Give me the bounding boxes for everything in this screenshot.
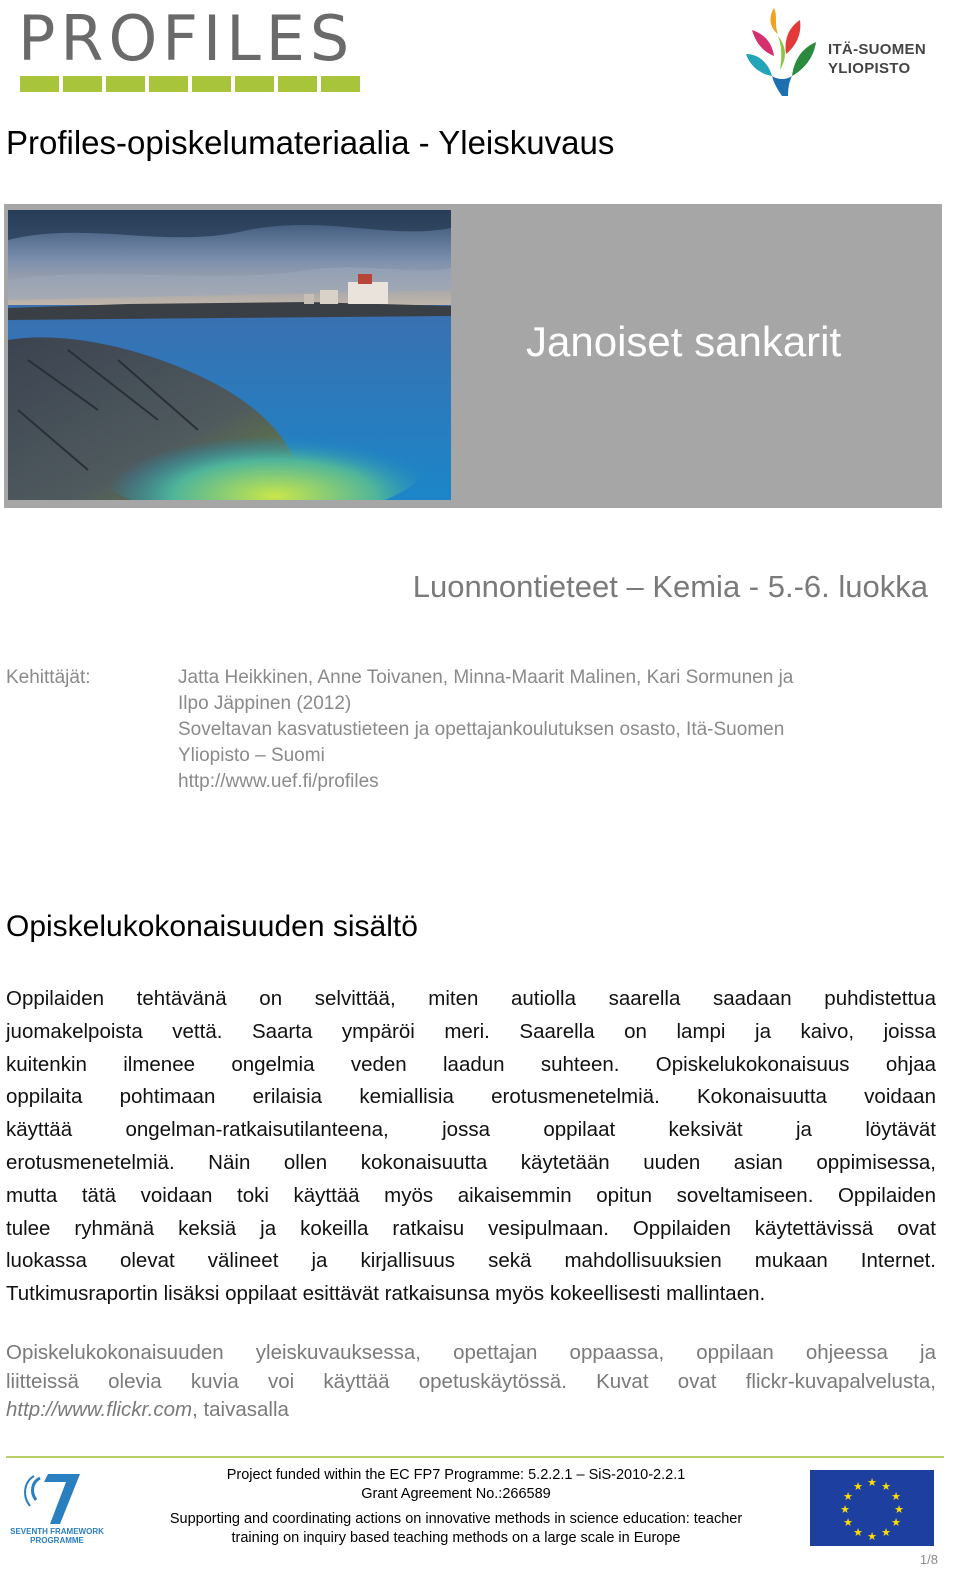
developers-website-link[interactable]: http://www.uef.fi/profiles <box>178 771 379 792</box>
uef-logo-text <box>828 40 926 78</box>
svg-text:★: ★ <box>867 1476 877 1489</box>
section-heading: Opiskelukokonaisuuden sisältö <box>6 910 418 943</box>
svg-text:★: ★ <box>894 1503 904 1516</box>
developers-names-line1: Jatta Heikkinen, Anne Toivanen, Minna-Maarit Malinen, Kari Sormunen ja <box>178 667 794 688</box>
banner-photo-lighthouse-coast <box>8 210 451 500</box>
fp7-logo-line2: PROGRAMME <box>30 1536 84 1545</box>
developers-affiliation-line2: Yliopisto – Suomi <box>178 745 325 766</box>
note-line3 <box>6 1396 936 1425</box>
uef-logo <box>744 6 954 96</box>
body-line: mutta tätä voidaan toki käyttää myös aikaisemmin opitun soveltamiseen. Oppilaiden <box>6 1183 936 1207</box>
note-tail: , taivasalla <box>192 1398 289 1421</box>
body-line: oppilaita pohtimaan erilaisia kemiallisia erotusmenetelmiä. Kokonaisuutta voidaan <box>6 1085 936 1109</box>
svg-text:★: ★ <box>891 1490 901 1503</box>
svg-text:★: ★ <box>881 1526 891 1539</box>
body-line: erotusmenetelmiä. Näin ollen kokonaisuutta käytetään uuden asian oppimisessa, <box>6 1150 936 1174</box>
flickr-link[interactable]: http://www.flickr.com <box>6 1398 193 1421</box>
footer-funding-text <box>120 1466 792 1548</box>
body-line: juomakelpoista vettä. Saarta ympäröi meri. Saarella on lampi ja kaivo, joissa <box>6 1019 936 1043</box>
fp7-logo <box>10 1468 105 1548</box>
profiles-logo <box>18 2 363 92</box>
svg-text:★: ★ <box>867 1530 877 1543</box>
section-body-paragraph <box>6 983 936 1311</box>
developers-affiliation-line1: Soveltavan kasvatustieteen ja opettajankoulutuksen osasto, Itä-Suomen <box>178 719 785 740</box>
body-line: tulee ryhmänä keksiä ja kokeilla ratkaisu vesipulmaan. Oppilaiden käytettävissä ovat <box>6 1216 936 1240</box>
profiles-logo-bars <box>20 76 360 92</box>
body-line: Tutkimusraportin lisäksi oppilaat esittävät ratkaisunsa myös kokeellisesti mallintaen. <box>6 1282 766 1306</box>
fp7-logo-line1: SEVENTH FRAMEWORK <box>10 1527 104 1536</box>
body-line: luokassa olevat välineet ja kirjallisuus sekä mahdollisuuksien mukaan Internet. <box>6 1249 936 1273</box>
note-line1: Opiskelukokonaisuuden yleiskuvauksessa, opettajan oppaassa, oppilaan ohjeessa ja <box>6 1341 936 1364</box>
uef-flame-icon <box>744 6 822 96</box>
svg-text:★: ★ <box>881 1480 891 1493</box>
body-line: Oppilaiden tehtävänä on selvittää, miten autiolla saarella saadaan puhdistettua <box>6 987 936 1010</box>
title-banner <box>4 204 942 508</box>
footer-line4: training on inquiry based teaching methods on a large scale in Europe <box>231 1530 681 1546</box>
svg-text:★: ★ <box>853 1480 863 1493</box>
footer-line3: Supporting and coordinating actions on innovative methods in science education: teacher <box>169 1511 743 1527</box>
document-title: Profiles-opiskelumateriaalia - Yleiskuvaus <box>6 124 615 161</box>
profiles-logo-text: PROFILES <box>18 2 355 75</box>
body-line: käyttää ongelman-ratkaisutilanteena, jossa oppilaat keksivät ja löytävät <box>6 1118 936 1142</box>
footer-divider <box>6 1456 944 1458</box>
uef-logo-line2: YLIOPISTO <box>828 60 911 77</box>
svg-text:★: ★ <box>891 1516 901 1529</box>
page-number: 1/8 <box>919 1552 938 1567</box>
image-credits-note <box>6 1339 936 1425</box>
eu-flag-icon <box>810 1470 934 1546</box>
body-line: kuitenkin ilmenee ongelmia veden laadun suhteen. Opiskelukokonaisuus ohjaa <box>6 1052 936 1076</box>
uef-logo-line1: ITÄ-SUOMEN <box>828 41 926 58</box>
subject-line: Luonnontieteet – Kemia - 5.-6. luokka <box>412 569 928 604</box>
svg-text:★: ★ <box>843 1516 853 1529</box>
svg-text:★: ★ <box>843 1490 853 1503</box>
footer-line2: Grant Agreement No.:266589 <box>361 1486 551 1502</box>
note-line2: liitteissä olevia kuvia voi käyttää opetuskäytössä. Kuvat ovat flickr-kuvapalvelusta, <box>6 1369 936 1393</box>
svg-text:★: ★ <box>853 1526 863 1539</box>
developers-details <box>178 665 938 795</box>
developers-names-line2: Ilpo Jäppinen (2012) <box>178 693 352 714</box>
svg-text:★: ★ <box>840 1503 850 1516</box>
banner-title: Janoiset sankarit <box>526 318 842 365</box>
footer-line1: Project funded within the EC FP7 Programme: 5.2.2.1 – SiS-2010-2.2.1 <box>226 1467 686 1483</box>
developers-label: Kehittäjät: <box>6 667 91 688</box>
